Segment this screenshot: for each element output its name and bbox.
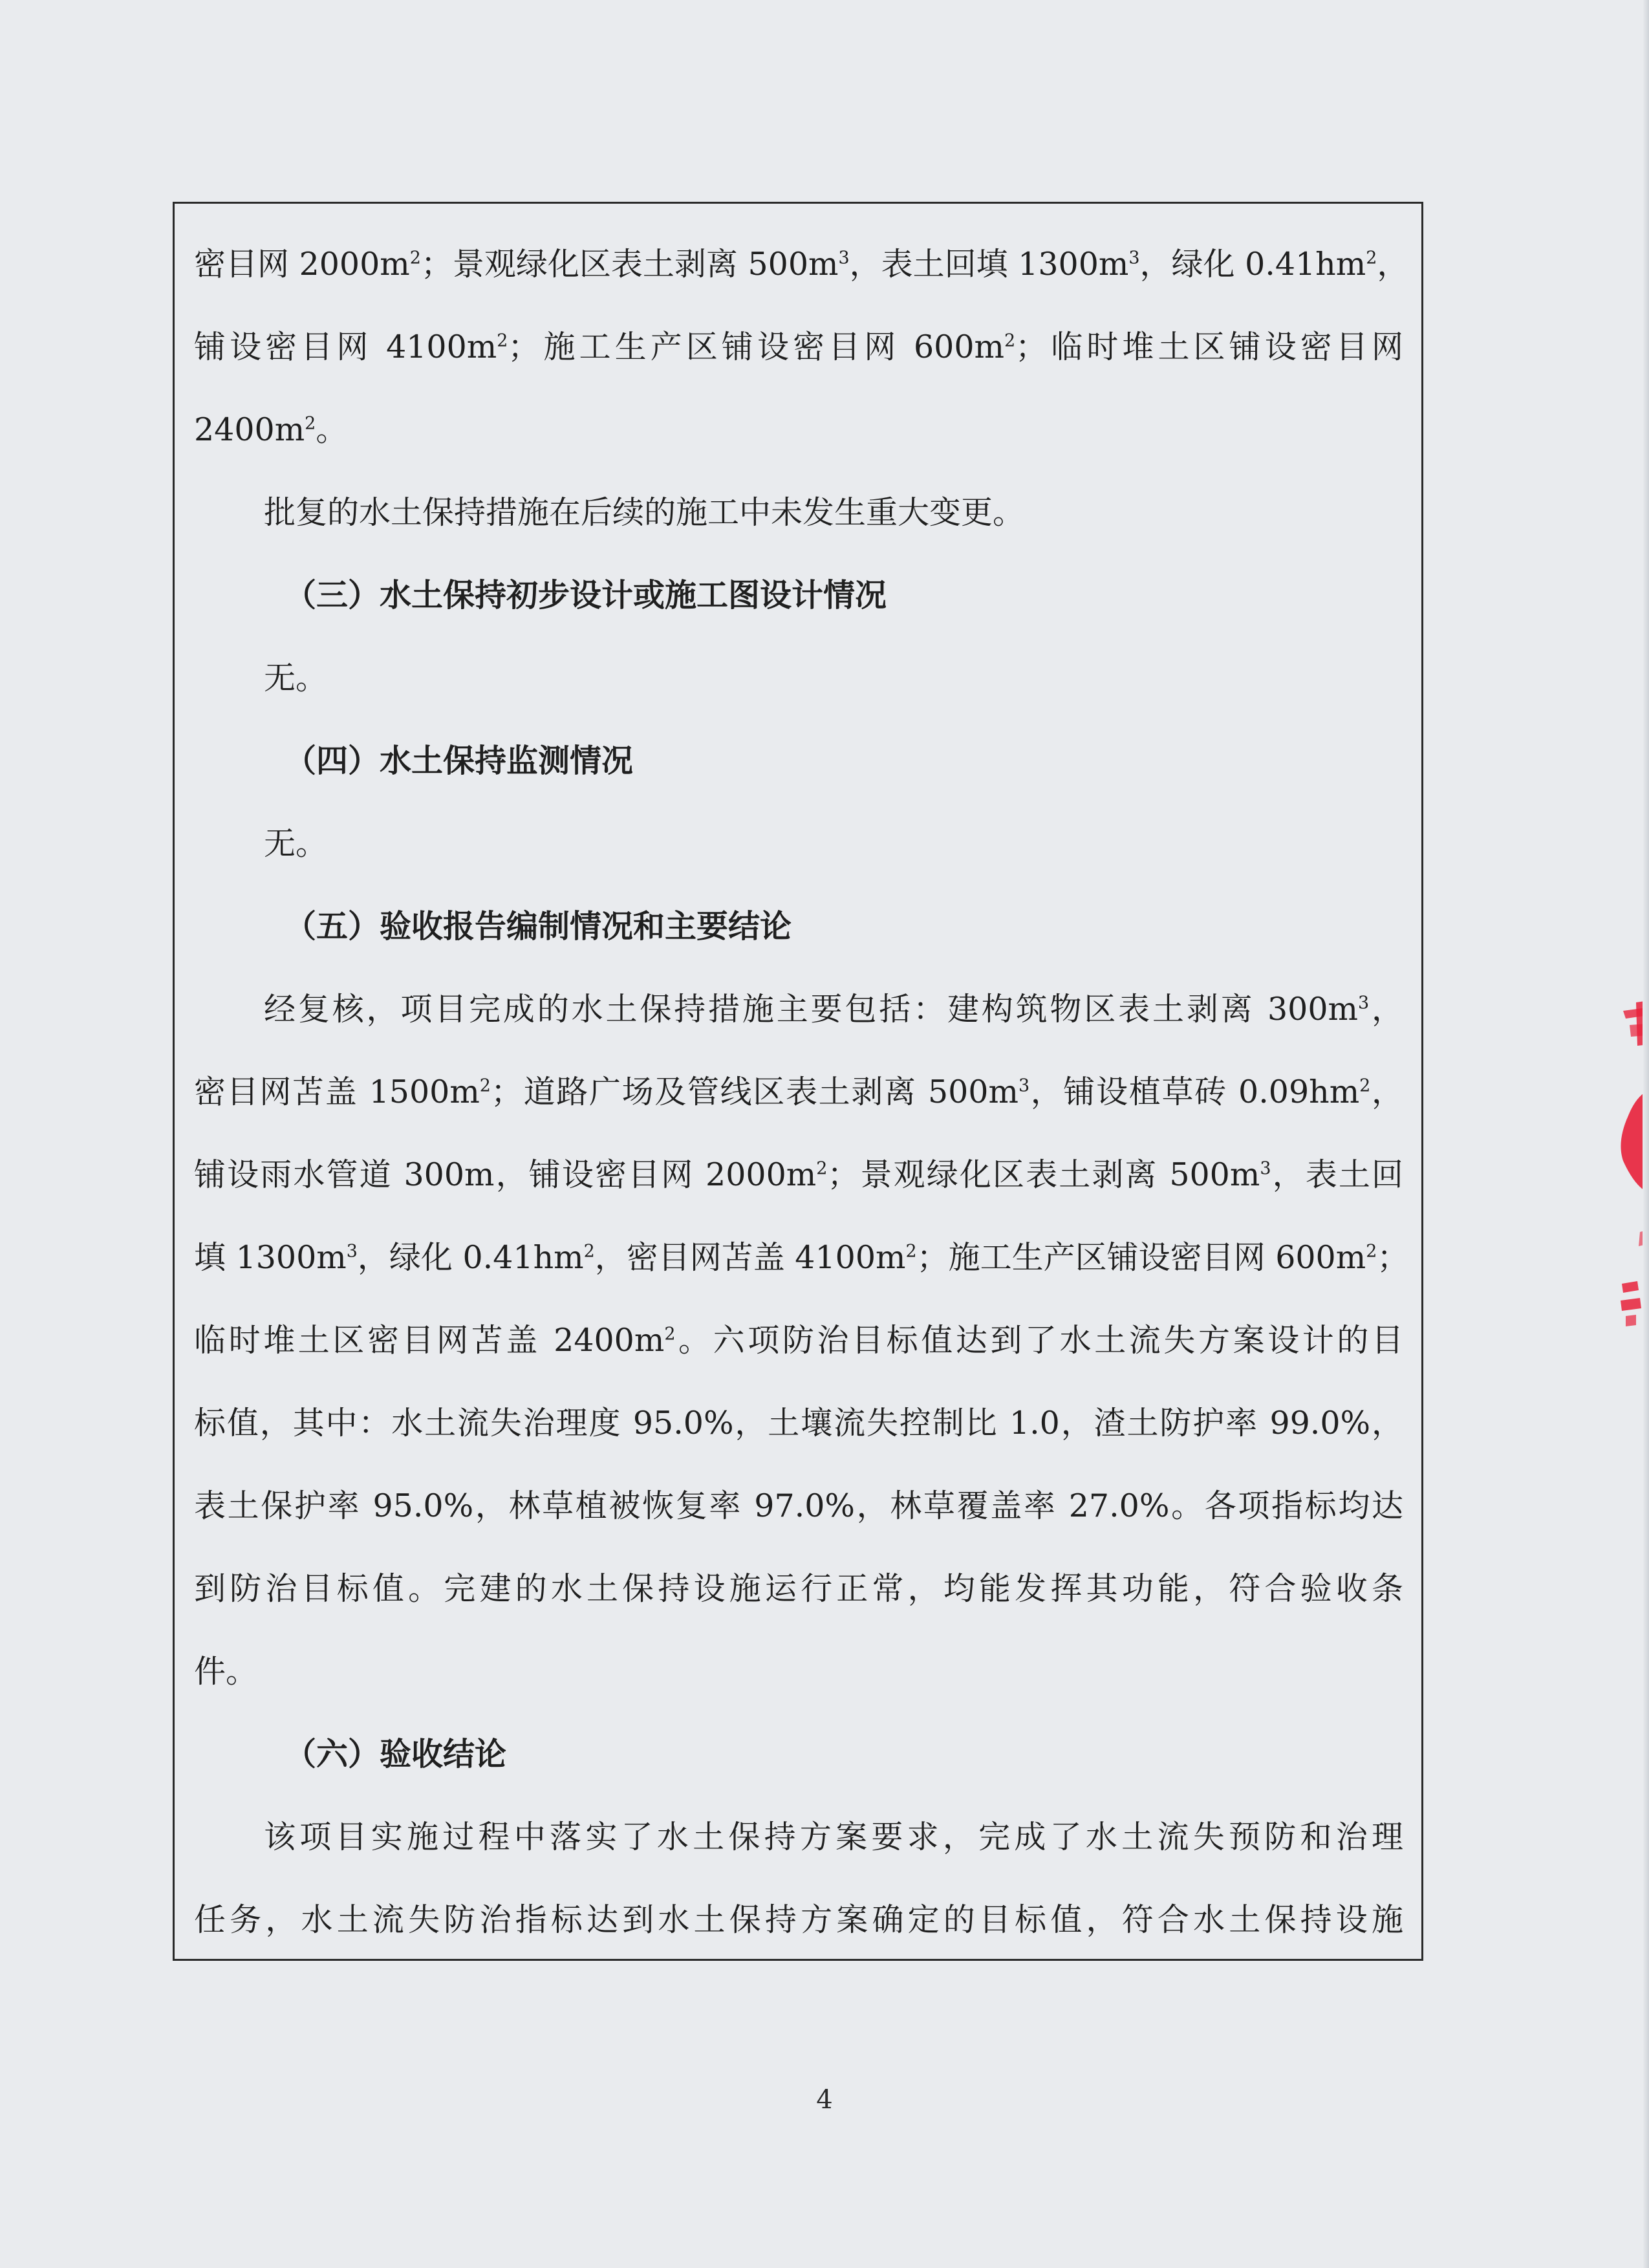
section-heading [194,885,1403,968]
page-number: 4 [816,2085,833,2115]
text-run: 无。 [264,825,328,862]
text-line [194,389,1403,471]
text-run: 该项目实施过程中落实了水土保持方案要求，完成了水土流失预防和治理 [264,1819,1403,1855]
text-run: ，绿化 0.41hm [1139,246,1366,283]
superscript: 2 [1359,1075,1371,1096]
text-run: （六）验收结论 [285,1736,507,1773]
section-heading [194,1713,1403,1796]
text-run: 无。 [264,660,328,697]
text-run: 密目网苫盖 1500m [194,1074,480,1110]
text-run: 件。 [194,1653,258,1690]
section-heading [194,720,1403,803]
superscript: 2 [497,330,508,351]
text-run: ， [1377,246,1409,283]
text-run: ，绿化 0.41hm [357,1239,584,1276]
text-run: ；临时堆土区铺设密目网 [1015,329,1403,365]
superscript: 2 [305,413,316,434]
text-line [194,1382,1403,1465]
text-line [194,1134,1403,1216]
superscript: 2 [905,1241,917,1262]
text-line [194,471,1403,554]
text-line [194,1796,1403,1879]
red-seal-fragment [1597,999,1649,1329]
text-run: ；道路广场及管线区表土剥离 500m [490,1074,1018,1110]
superscript: 2 [583,1241,595,1262]
text-run: ， [1370,1074,1403,1110]
superscript: 2 [1366,248,1377,268]
superscript: 2 [479,1075,491,1096]
text-run: ；施工生产区铺设密目网 600m [916,1239,1366,1276]
superscript: 2 [1366,1241,1377,1262]
text-run: ，表土回 [1271,1156,1403,1193]
text-line [194,803,1403,885]
section-heading [194,554,1403,637]
text-line [194,1548,1403,1630]
text-run: ；景观绿化区表土剥离 500m [420,246,839,283]
text-line [194,306,1403,389]
text-line [194,1465,1403,1548]
superscript: 3 [1358,993,1370,1013]
text-line [194,1216,1409,1299]
text-run: ， [1369,991,1403,1028]
superscript: 3 [1260,1158,1271,1179]
text-run: 铺设密目网 4100m [194,329,497,365]
superscript: 3 [1018,1075,1030,1096]
text-run: 经复核，项目完成的水土保持措施主要包括：建构筑物区表土剥离 300m [264,991,1358,1028]
superscript: 3 [1128,248,1140,268]
superscript: 2 [664,1324,676,1345]
text-run: ；景观绿化区表土剥离 500m [827,1156,1260,1193]
text-run: （四）水土保持监测情况 [285,742,634,779]
document-body [194,223,1409,1961]
paper-edge [1643,0,1649,2268]
text-run: （三）水土保持初步设计或施工图设计情况 [285,577,887,614]
text-line [194,1630,1403,1713]
text-run: 铺设雨水管道 300m，铺设密目网 2000m [194,1156,817,1193]
text-run: 标值，其中：水土流失治理度 95.0%，土壤流失控制比 1.0，渣土防护率 99.0%， [194,1405,1403,1442]
text-run: 任务，水土流失防治指标达到水土保持方案确定的目标值，符合水土保持设施 [194,1901,1403,1938]
text-line [194,1299,1403,1382]
text-line [194,1051,1403,1134]
text-run: 临时堆土区密目网苫盖 2400m [194,1322,665,1359]
superscript: 2 [409,248,421,268]
text-run: ，密目网苫盖 4100m [594,1239,906,1276]
text-run: 表土保护率 95.0%，林草植被恢复率 97.0%，林草覆盖率 27.0%。各项指标均达 [194,1487,1403,1524]
text-line [194,968,1403,1051]
text-run: ；施工生产区铺设密目网 600m [508,329,1004,365]
text-run: 。 [316,411,348,448]
text-run: 到防治目标值。完建的水土保持设施运行正常，均能发挥其功能，符合验收条 [194,1570,1403,1607]
text-line [194,637,1403,720]
text-run: 密目网 2000m [194,246,410,283]
document-frame [173,202,1423,1961]
text-run: ； [1377,1239,1409,1276]
text-run: （五）验收报告编制情况和主要结论 [285,908,792,945]
text-run: 。六项防治目标值达到了水土流失方案设计的目 [675,1322,1403,1359]
text-run: 2400m [194,411,305,448]
text-run: 批复的水土保持措施在后续的施工中未发生重大变更。 [264,494,1025,531]
text-run: ，表土回填 1300m [849,246,1129,283]
text-line [194,1879,1403,1961]
superscript: 2 [1004,330,1016,351]
text-run: 填 1300m [194,1239,347,1276]
text-run: ，铺设植草砖 0.09hm [1029,1074,1360,1110]
superscript: 3 [346,1241,358,1262]
superscript: 2 [816,1158,828,1179]
text-line [194,223,1409,306]
superscript: 3 [838,248,850,268]
